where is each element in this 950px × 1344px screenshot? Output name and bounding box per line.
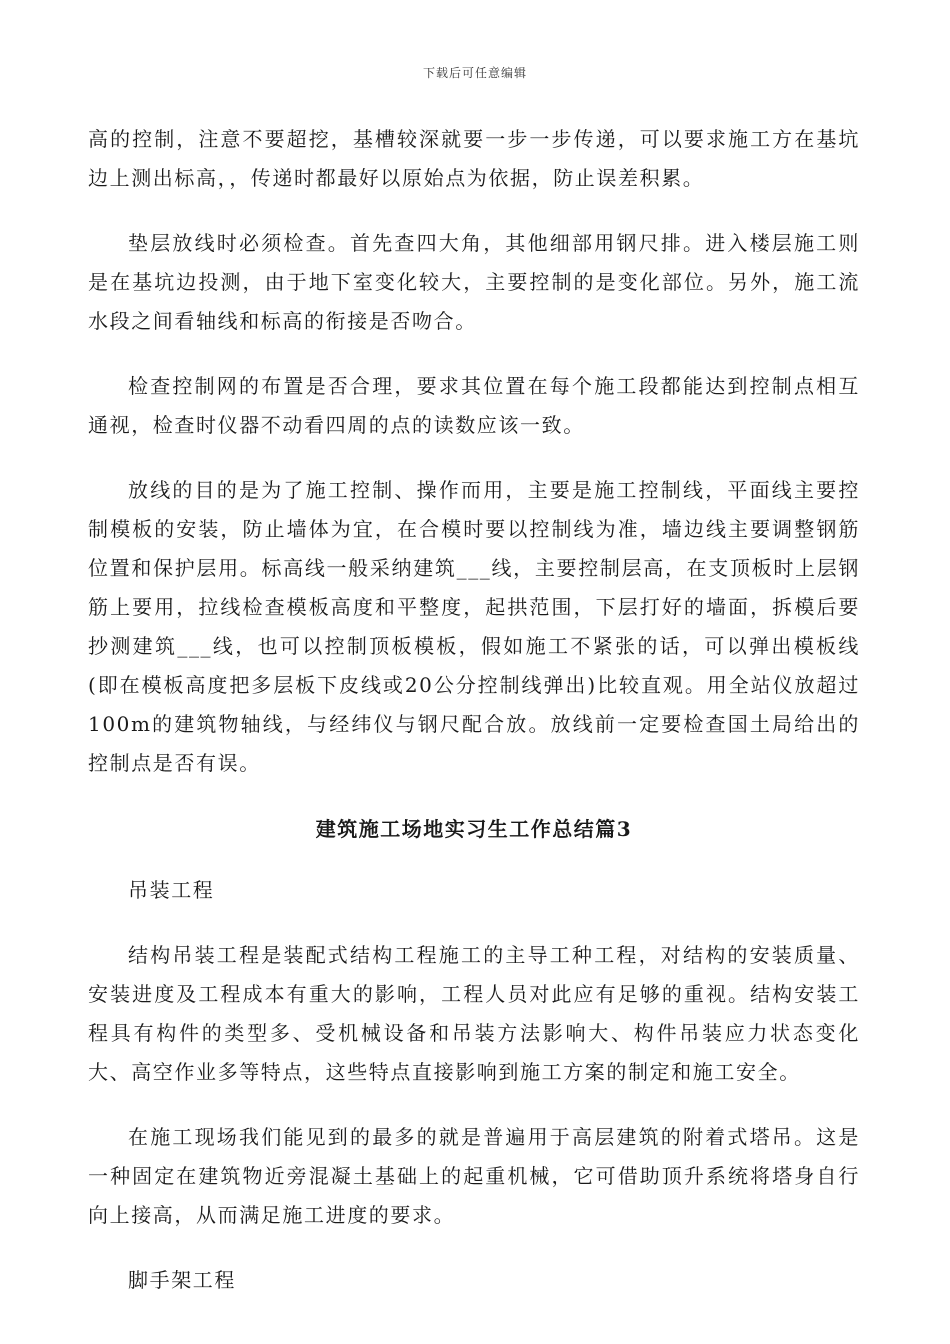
page-header: 下载后可任意编辑 <box>422 66 527 80</box>
document-body <box>88 120 860 1326</box>
paragraph: 垫层放线时必须检查。首先查四大角，其他细部用钢尺排。进入楼层施工则是在基坑边投测，由于地下室变化较大，主要控制的是变化部位。另外，施工流水段之间看轴线和标高的衔接是否吻合。 <box>88 231 860 333</box>
paragraph: 结构吊装工程是装配式结构工程施工的主导工种工程，对结构的安装质量、安装进度及工程成本有重大的影响，工程人员对此应有足够的重视。结构安装工程具有构件的类型多、受机械设备和吊装方法影响大、构件吊装应力状态变化大、高空作业多等特点，这些特点直接影响到施工方案的制定和施工安全。 <box>88 943 860 1084</box>
paragraph: 检查控制网的布置是否合理，要求其位置在每个施工段都能达到控制点相互通视，检查时仪器不动看四周的点的读数应该一致。 <box>88 374 860 437</box>
subheading-scaffolding: 脚手架工程 <box>128 1268 236 1292</box>
subheading-hoisting: 吊装工程 <box>128 878 215 902</box>
section-title: 建筑施工场地实习生工作总结篇3 <box>315 817 633 841</box>
paragraph-continued: 高的控制，注意不要超挖，基槽较深就要一步一步传递，可以要求施工方在基坑边上测出标高，，传递时都最好以原始点为依据，防止误差积累。 <box>88 127 860 190</box>
paragraph: 在施工现场我们能见到的最多的就是普遍用于高层建筑的附着式塔吊。这是一种固定在建筑物近旁混凝土基础上的起重机械，它可借助顶升系统将塔身自行向上接高，从而满足施工进度的要求。 <box>88 1125 860 1227</box>
paragraph: 放线的目的是为了施工控制、操作而用，主要是施工控制线，平面线主要控制模板的安装，防止墙体为宜，在合模时要以控制线为准，墙边线主要调整钢筋位置和保护层用。标高线一般采纳建筑___线，主要控制层高，在支顶板时上层钢筋上要用，拉线检查模板高度和平整度，起拱范围，下层打好的墙面，拆模后要抄测建筑___线，也可以控制顶板模板，假如施工不紧张的话，可以弹出模板线(即在模板高度把多层板下皮线或20公分控制线弹出)比较直观。用全站仪放超过100m的建筑物轴线，与经纬仪与钢尺配合放。放线前一定要检查国土局给出的控制点是否有误。 <box>88 478 860 775</box>
